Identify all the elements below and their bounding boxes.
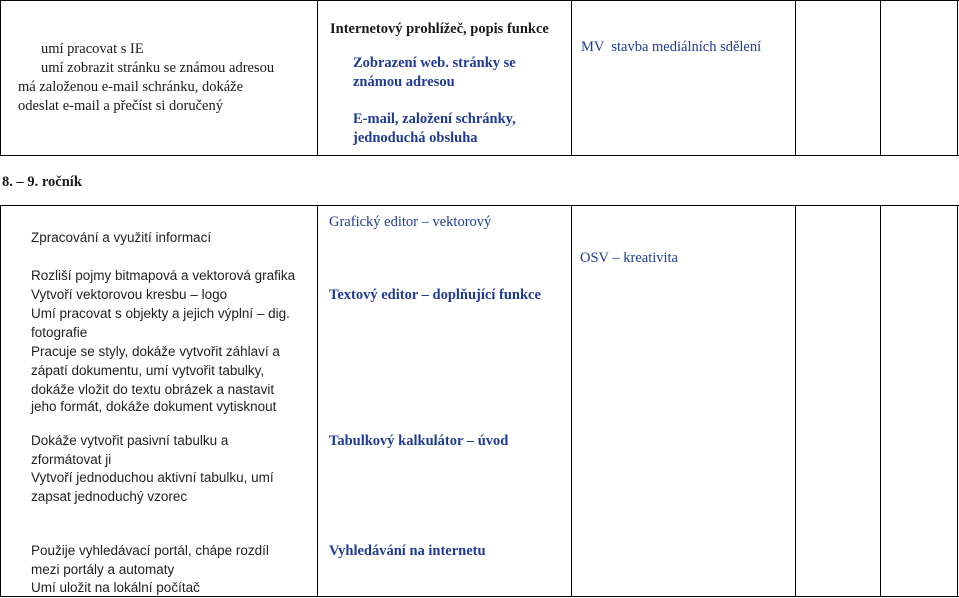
- section-heading: Zpracování a využití informací: [31, 230, 212, 245]
- col-divider: [880, 0, 881, 156]
- cross-theme: OSV – kreativita: [580, 250, 678, 266]
- skill-line: Vytvoří vektorovou kresbu – logo: [31, 287, 228, 302]
- table-border-mid: [0, 155, 959, 156]
- topic-item: jednoduchá obsluha: [353, 130, 478, 146]
- skill-line: Umí uložit na lokální počítač: [31, 580, 200, 595]
- table-border-top: [0, 0, 959, 1]
- col-divider: [957, 0, 958, 156]
- col-divider: [571, 205, 572, 597]
- col-divider: [571, 0, 572, 156]
- topic-item: E-mail, založení schránky,: [353, 111, 516, 127]
- col-divider: [957, 205, 958, 597]
- skill-line: dokáže vložit do textu obrázek a nastavit: [31, 382, 275, 397]
- skill-line: Rozliší pojmy bitmapová a vektorová grafika: [31, 268, 296, 283]
- skill-line: má založenou e-mail schránku, dokáže: [18, 79, 244, 95]
- skill-line: Použije vyhledávací portál, chápe rozdíl: [31, 543, 269, 558]
- skill-line: Dokáže vytvořit pasivní tabulku a: [31, 433, 229, 448]
- skill-line: zapsat jednoduchý vzorec: [31, 489, 188, 504]
- topic-graphic-editor: Grafický editor – vektorový: [329, 214, 492, 230]
- topic-internet-search: Vyhledávání na internetu: [329, 543, 486, 559]
- col-divider: [0, 205, 1, 597]
- topic-title: Internetový prohlížeč, popis funkce: [330, 21, 549, 37]
- col-divider: [795, 205, 796, 597]
- skill-line: Pracuje se styly, dokáže vytvořit záhlaví a: [31, 344, 280, 359]
- topic-text-editor: Textový editor – doplňující funkce: [329, 287, 541, 303]
- col-divider: [317, 0, 318, 156]
- skill-line: umí zobrazit stránku se známou adresou: [41, 60, 275, 76]
- skill-line: umí pracovat s IE: [41, 41, 144, 57]
- table-border-section-top: [0, 205, 959, 206]
- skill-line: odeslat e-mail a přečíst si doručený: [18, 98, 223, 114]
- skill-line: zápatí dokumentu, umí vytvořit tabulky,: [31, 363, 265, 378]
- skill-line: fotografie: [31, 325, 88, 340]
- skill-line: mezi portály a automaty: [31, 562, 175, 577]
- col-divider: [317, 205, 318, 597]
- topic-item: známou adresou: [353, 74, 455, 90]
- skill-line: Umí pracovat s objekty a jejich výplní – dig.: [31, 306, 290, 321]
- skill-line: jeho formát, dokáže dokument vytisknout: [31, 399, 277, 414]
- col-divider: [0, 0, 1, 156]
- skill-line: zformátovat ji: [31, 452, 112, 467]
- grade-heading: 8. – 9. ročník: [2, 174, 82, 190]
- skill-line: Vytvoří jednoduchou aktivní tabulku, umí: [31, 470, 274, 485]
- col-divider: [880, 205, 881, 597]
- col-divider: [795, 0, 796, 156]
- cross-theme: MV stavba mediálních sdělení: [581, 39, 762, 55]
- topic-spreadsheet: Tabulkový kalkulátor – úvod: [329, 433, 509, 449]
- topic-item: Zobrazení web. stránky se: [353, 55, 516, 71]
